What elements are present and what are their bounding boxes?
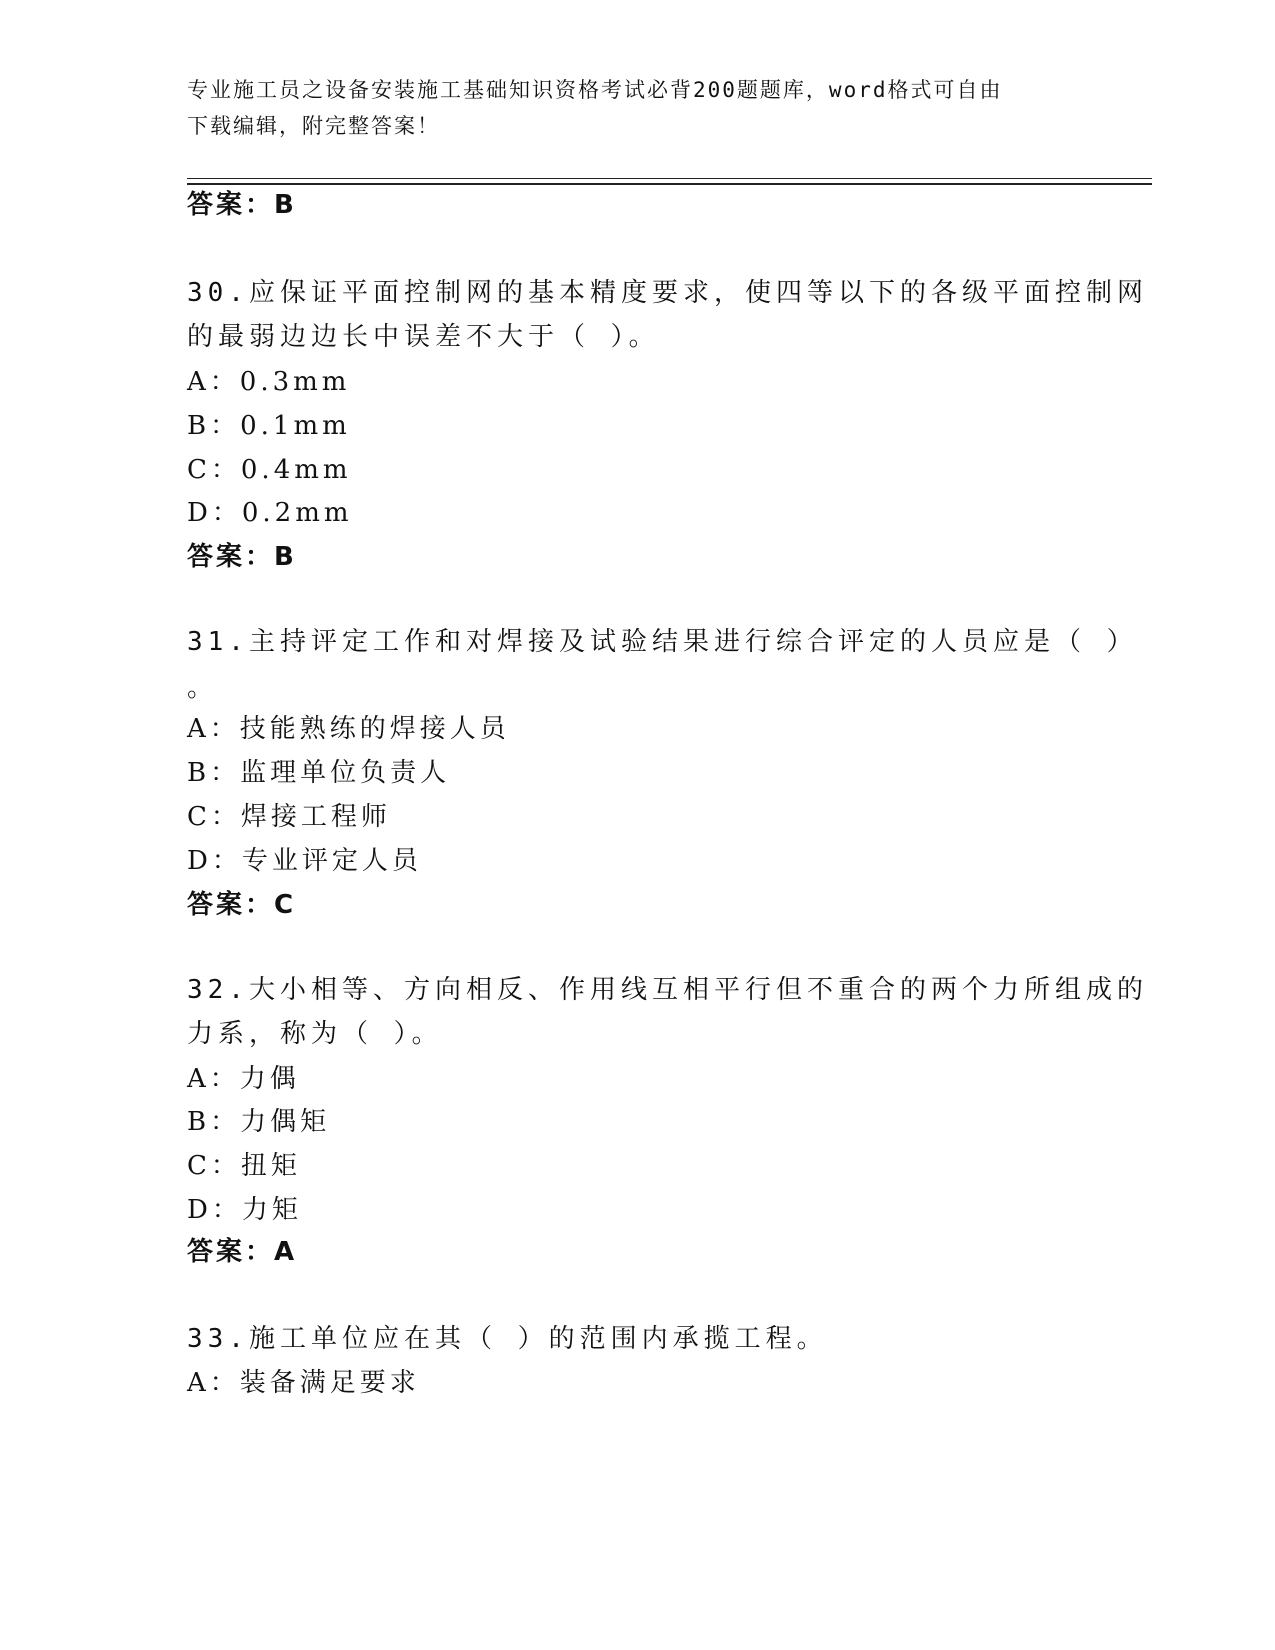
- question-33-stem-line-1: 33.施工单位应在其（ ）的范围内承揽工程。: [187, 1324, 828, 1354]
- header-line-1: 专业施工员之设备安装施工基础知识资格考试必背200题题库，word格式可自由: [187, 78, 1003, 102]
- question-31-option-d: D：专业评定人员: [187, 846, 422, 876]
- question-31-answer: 答案：C: [187, 890, 297, 920]
- question-31-option-b: B：监理单位负责人: [187, 758, 451, 788]
- question-31-stem-line-1: 31.主持评定工作和对焊接及试验结果进行综合评定的人员应是（ ）: [187, 627, 1138, 657]
- question-33-option-a: A：装备满足要求: [187, 1368, 420, 1398]
- question-31-option-a: A：技能熟练的焊接人员: [187, 714, 510, 744]
- header-line-2: 下载编辑，附完整答案！: [187, 114, 440, 138]
- question-32-stem-line-2: 力系，称为（ ）。: [187, 1019, 443, 1049]
- header-rule-thin: [187, 178, 1152, 179]
- question-32-stem-line-1: 32.大小相等、方向相反、作用线互相平行但不重合的两个力所组成的: [187, 975, 1148, 1005]
- question-32-option-c: C：扭矩: [187, 1151, 301, 1181]
- question-30-option-d: D：0.2mm: [187, 498, 353, 528]
- question-30-option-a: A：0.3mm: [187, 367, 351, 397]
- question-30-option-b: B：0.1mm: [187, 411, 351, 441]
- header-rule-thick: [187, 183, 1152, 185]
- answer-previous: 答案：B: [187, 190, 297, 220]
- question-31-option-c: C：焊接工程师: [187, 802, 391, 832]
- question-30-stem-line-2: 的最弱边边长中误差不大于（ ）。: [187, 322, 660, 352]
- document-header: [187, 72, 1067, 144]
- question-31-stem-line-2: 。: [187, 673, 219, 703]
- question-32-answer: 答案：A: [187, 1237, 298, 1267]
- question-30-answer: 答案：B: [187, 542, 297, 572]
- question-32-option-b: B：力偶矩: [187, 1107, 331, 1137]
- question-32-option-d: D：力矩: [187, 1195, 302, 1225]
- question-32-option-a: A：力偶: [187, 1064, 300, 1094]
- question-30-option-c: C：0.4mm: [187, 455, 352, 485]
- question-30-stem-line-1: 30.应保证平面控制网的基本精度要求，使四等以下的各级平面控制网: [187, 278, 1148, 308]
